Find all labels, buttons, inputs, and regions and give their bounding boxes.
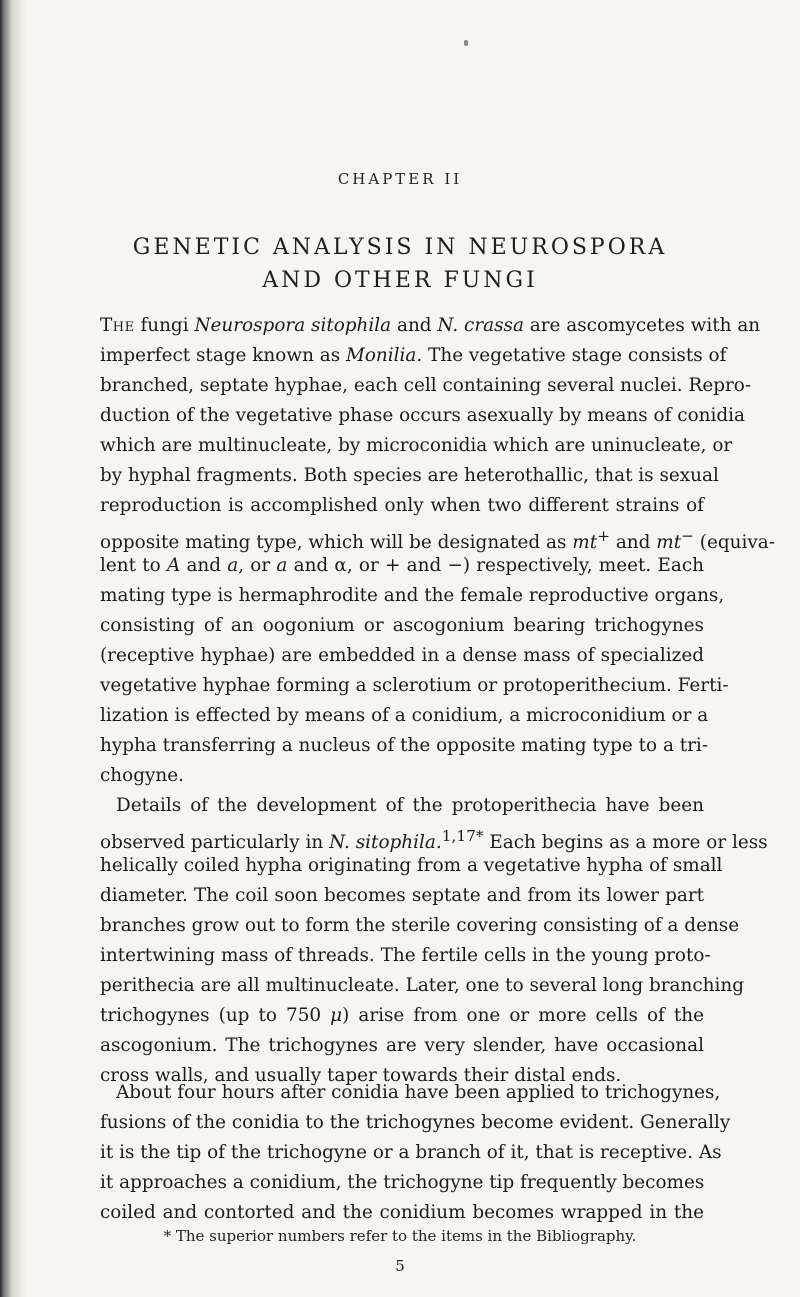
- body-line: lent to A and a, or a and α, or + and −) respectively, meet. Each: [100, 555, 704, 576]
- body-line: chogyne.: [100, 765, 184, 786]
- body-line: which are multinucleate, by microconidia which are uninucleate, or: [100, 435, 733, 456]
- body-line: perithecia are all multinucleate. Later, one to several long branching: [100, 975, 744, 996]
- chapter-title-line-2: AND OTHER FUNGI: [262, 268, 538, 293]
- body-line: hypha transferring a nucleus of the opposite mating type to a tri-: [100, 735, 709, 756]
- body-line: cross walls, and usually taper towards their distal ends.: [100, 1065, 622, 1086]
- chapter-label: CHAPTER II: [337, 170, 463, 188]
- body-line: ascogonium. The trichogynes are very slender, have occasional: [100, 1035, 704, 1056]
- body-line: diameter. The coil soon becomes septate and from its lower part: [100, 885, 704, 906]
- body-line: by hyphal fragments. Both species are heterothallic, that is sexual: [100, 465, 719, 486]
- lead-word: The: [100, 315, 135, 336]
- body-line: trichogynes (up to 750 μ) arise from one or more cells of the: [100, 1005, 704, 1026]
- body-line: duction of the vegetative phase occurs asexually by means of conidia: [100, 405, 745, 426]
- body-line: branches grow out to form the sterile covering consisting of a dense: [100, 915, 740, 936]
- body-line: lization is effected by means of a conidium, a microconidium or a: [100, 705, 709, 726]
- body-line: fusions of the conidia to the trichogynes become evident. Generally: [100, 1112, 731, 1133]
- species-name: N. crassa: [437, 315, 524, 336]
- body-line: branched, septate hyphae, each cell containing several nuclei. Repro-: [100, 375, 752, 396]
- body-line: imperfect stage known as Monilia. The vegetative stage consists of: [100, 345, 727, 366]
- body-line: vegetative hyphae forming a sclerotium or protoperithecium. Ferti-: [100, 675, 729, 696]
- body-line: Details of the development of the protoperithecia have been: [116, 795, 704, 816]
- body-line: reproduction is accomplished only when two different strains of: [100, 495, 704, 516]
- body-line: The fungi Neurospora sitophila and N. crassa are ascomycetes with an: [100, 315, 761, 336]
- body-line: opposite mating type, which will be designated as mt+ and mt− (equiva-: [100, 527, 775, 554]
- body-line: mating type is hermaphrodite and the female reproductive organs,: [100, 585, 725, 606]
- chapter-title-line-1: GENETIC ANALYSIS IN NEUROSPORA: [132, 235, 668, 260]
- footnote: * The superior numbers refer to the items in the Bibliography.: [163, 1227, 637, 1245]
- body-line: About four hours after conidia have been applied to trichogynes,: [116, 1082, 721, 1103]
- body-line: it is the tip of the trichogyne or a branch of it, that is receptive. As: [100, 1142, 722, 1163]
- page-number: 5: [395, 1257, 405, 1275]
- body-line: it approaches a conidium, the trichogyne tip frequently becomes: [100, 1172, 705, 1193]
- species-name: Neurospora sitophila: [194, 315, 392, 336]
- body-line: observed particularly in N. sitophila.$^{1,17*}$ Each begins as a more or less: [100, 827, 768, 854]
- species-name: N. sitophila.: [329, 832, 442, 854]
- body-line: intertwining mass of threads. The fertile cells in the young proto-: [100, 945, 711, 966]
- genus-name: Monilia.: [346, 345, 423, 366]
- body-line: helically coiled hypha originating from a vegetative hypha of small: [100, 855, 723, 876]
- body-line: (receptive hyphae) are embedded in a dense mass of specialized: [100, 645, 704, 666]
- citation-superscript: 1,17*: [441, 827, 484, 845]
- body-line: coiled and contorted and the conidium becomes wrapped in the: [100, 1202, 704, 1223]
- print-speck: [464, 40, 468, 46]
- body-line: consisting of an oogonium or ascogonium bearing trichogynes: [100, 615, 704, 636]
